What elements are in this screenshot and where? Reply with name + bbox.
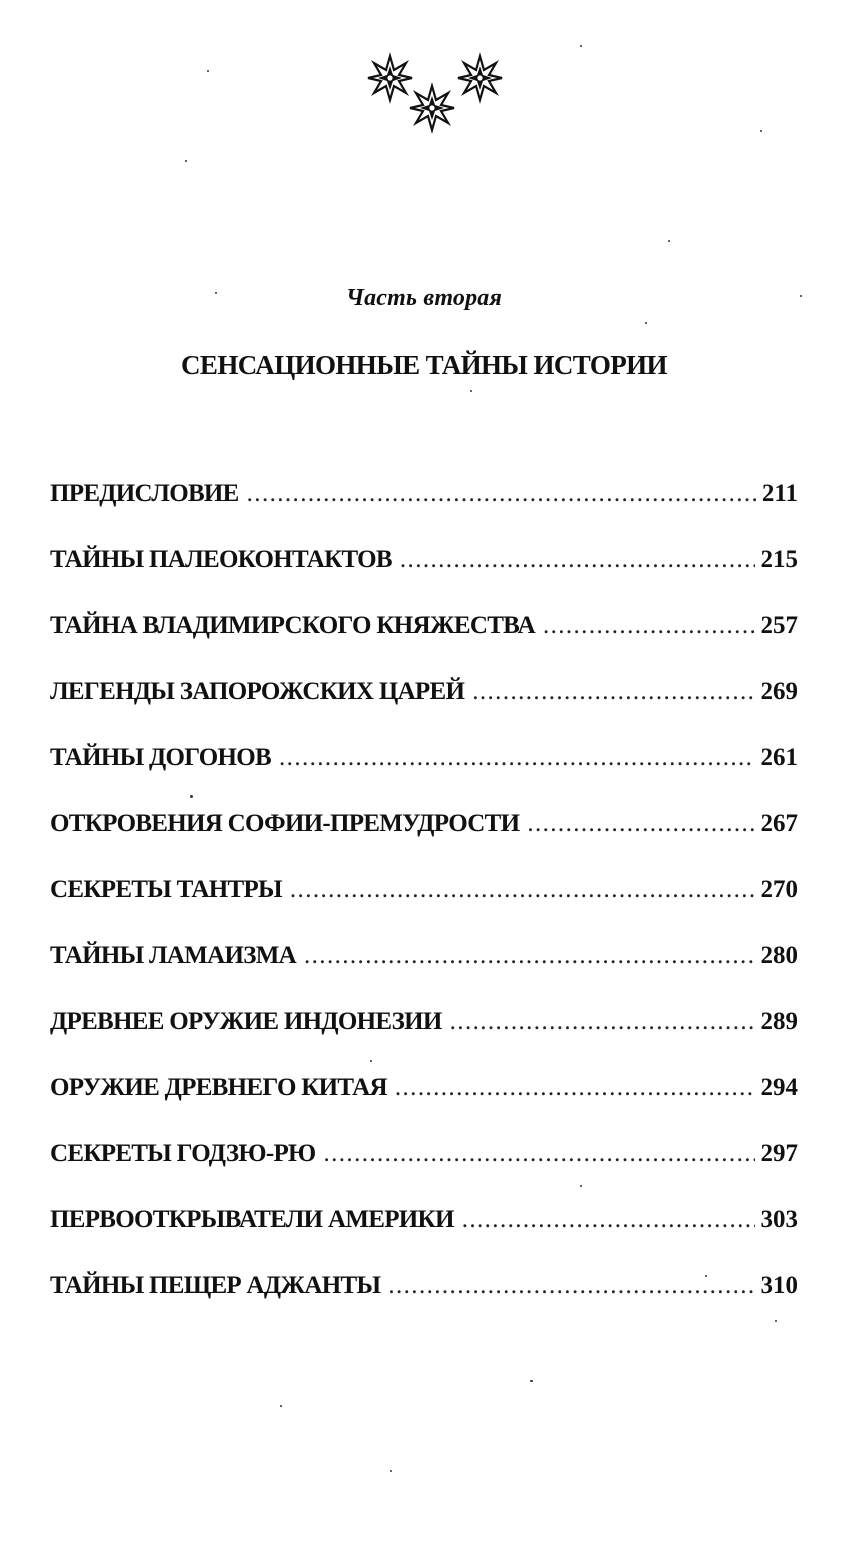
toc-entry-page: 294 bbox=[760, 1074, 798, 1101]
toc-leader-dots bbox=[472, 678, 754, 706]
toc-entry-page: 297 bbox=[760, 1140, 798, 1167]
scan-speck bbox=[530, 1380, 533, 1382]
toc-entry-title: ТАЙНЫ ЛАМАИЗМА bbox=[50, 942, 296, 969]
scan-speck bbox=[580, 45, 582, 47]
toc-entry-indonesia-weapons[interactable] bbox=[50, 1008, 798, 1074]
toc-entry-title: ПРЕДИСЛОВИЕ bbox=[50, 480, 239, 507]
toc-leader-dots bbox=[450, 1008, 755, 1036]
table-of-contents bbox=[50, 480, 798, 1338]
toc-leader-dots bbox=[543, 612, 755, 640]
toc-leader-dots bbox=[290, 876, 755, 904]
toc-entry-page: 289 bbox=[760, 1008, 798, 1035]
scan-speck bbox=[645, 322, 647, 324]
toc-leader-dots bbox=[247, 480, 756, 508]
part-label: Часть вторая bbox=[345, 285, 503, 311]
scan-speck bbox=[470, 390, 472, 392]
toc-leader-dots bbox=[400, 546, 755, 574]
toc-entry-title: ОРУЖИЕ ДРЕВНЕГО КИТАЯ bbox=[50, 1074, 387, 1101]
scan-speck bbox=[800, 295, 802, 297]
toc-entry-page: 215 bbox=[760, 546, 798, 573]
toc-entry-vladimir-principality[interactable] bbox=[50, 612, 798, 678]
toc-entry-america-discoverers[interactable] bbox=[50, 1206, 798, 1272]
scan-speck bbox=[705, 1275, 707, 1277]
toc-leader-dots bbox=[527, 810, 754, 838]
toc-entry-lamaism[interactable] bbox=[50, 942, 798, 1008]
toc-entry-page: 270 bbox=[760, 876, 798, 903]
toc-entry-title: ТАЙНЫ ПЕЩЕР АДЖАНТЫ bbox=[50, 1272, 381, 1299]
scan-speck bbox=[185, 160, 187, 162]
toc-entry-page: 267 bbox=[760, 810, 798, 837]
toc-entry-zaporozhian-tsars[interactable] bbox=[50, 678, 798, 744]
scan-speck bbox=[760, 130, 762, 132]
toc-entry-title: ОТКРОВЕНИЯ СОФИИ-ПРЕМУДРОСТИ bbox=[50, 810, 520, 837]
scan-speck bbox=[215, 292, 217, 294]
toc-entry-page: 269 bbox=[760, 678, 798, 705]
toc-entry-title: ДРЕВНЕЕ ОРУЖИЕ ИНДОНЕЗИИ bbox=[50, 1008, 442, 1035]
scan-speck bbox=[775, 1320, 777, 1322]
toc-entry-page: 211 bbox=[761, 480, 798, 507]
toc-leader-dots bbox=[304, 942, 755, 970]
toc-entry-title: ЛЕГЕНДЫ ЗАПОРОЖСКИХ ЦАРЕЙ bbox=[50, 678, 465, 705]
scan-speck bbox=[280, 1405, 282, 1407]
toc-entry-page: 310 bbox=[760, 1272, 798, 1299]
toc-entry-title: ТАЙНА ВЛАДИМИРСКОГО КНЯЖЕСТВА bbox=[50, 612, 535, 639]
toc-entry-title: ТАЙНЫ ДОГОНОВ bbox=[50, 744, 272, 771]
toc-entry-ajanta-caves[interactable] bbox=[50, 1272, 798, 1338]
toc-leader-dots bbox=[388, 1272, 754, 1300]
scan-speck bbox=[390, 1470, 392, 1472]
toc-entry-title: ПЕРВООТКРЫВАТЕЛИ АМЕРИКИ bbox=[50, 1206, 454, 1233]
toc-entry-page: 261 bbox=[760, 744, 798, 771]
toc-entry-page: 280 bbox=[760, 942, 798, 969]
part-title: СЕНСАЦИОННЫЕ ТАЙНЫ ИСТОРИИ bbox=[181, 350, 667, 380]
three-stars-ornament-icon bbox=[364, 52, 506, 136]
toc-entry-title: СЕКРЕТЫ ГОДЗЮ-РЮ bbox=[50, 1140, 316, 1167]
toc-leader-dots bbox=[462, 1206, 755, 1234]
toc-leader-dots bbox=[395, 1074, 755, 1102]
toc-entry-goju-ryu[interactable] bbox=[50, 1140, 798, 1206]
toc-leader-dots bbox=[279, 744, 754, 772]
scan-speck bbox=[668, 240, 670, 242]
toc-entry-china-weapons[interactable] bbox=[50, 1074, 798, 1140]
toc-entry-title: СЕКРЕТЫ ТАНТРЫ bbox=[50, 876, 282, 903]
scan-speck bbox=[580, 1185, 582, 1187]
scan-speck bbox=[207, 70, 209, 72]
toc-entry-tantra[interactable] bbox=[50, 876, 798, 942]
toc-entry-page: 303 bbox=[760, 1206, 798, 1233]
toc-entry-paleocontacts[interactable] bbox=[50, 546, 798, 612]
toc-entry-title: ТАЙНЫ ПАЛЕОКОНТАКТОВ bbox=[50, 546, 392, 573]
toc-leader-dots bbox=[323, 1140, 754, 1168]
scan-speck bbox=[190, 795, 193, 798]
toc-entry-sophia[interactable] bbox=[50, 810, 798, 876]
toc-entry-preface[interactable] bbox=[50, 480, 798, 546]
toc-entry-page: 257 bbox=[760, 612, 798, 639]
scan-speck bbox=[370, 1060, 372, 1062]
toc-entry-dogon[interactable] bbox=[50, 744, 798, 810]
